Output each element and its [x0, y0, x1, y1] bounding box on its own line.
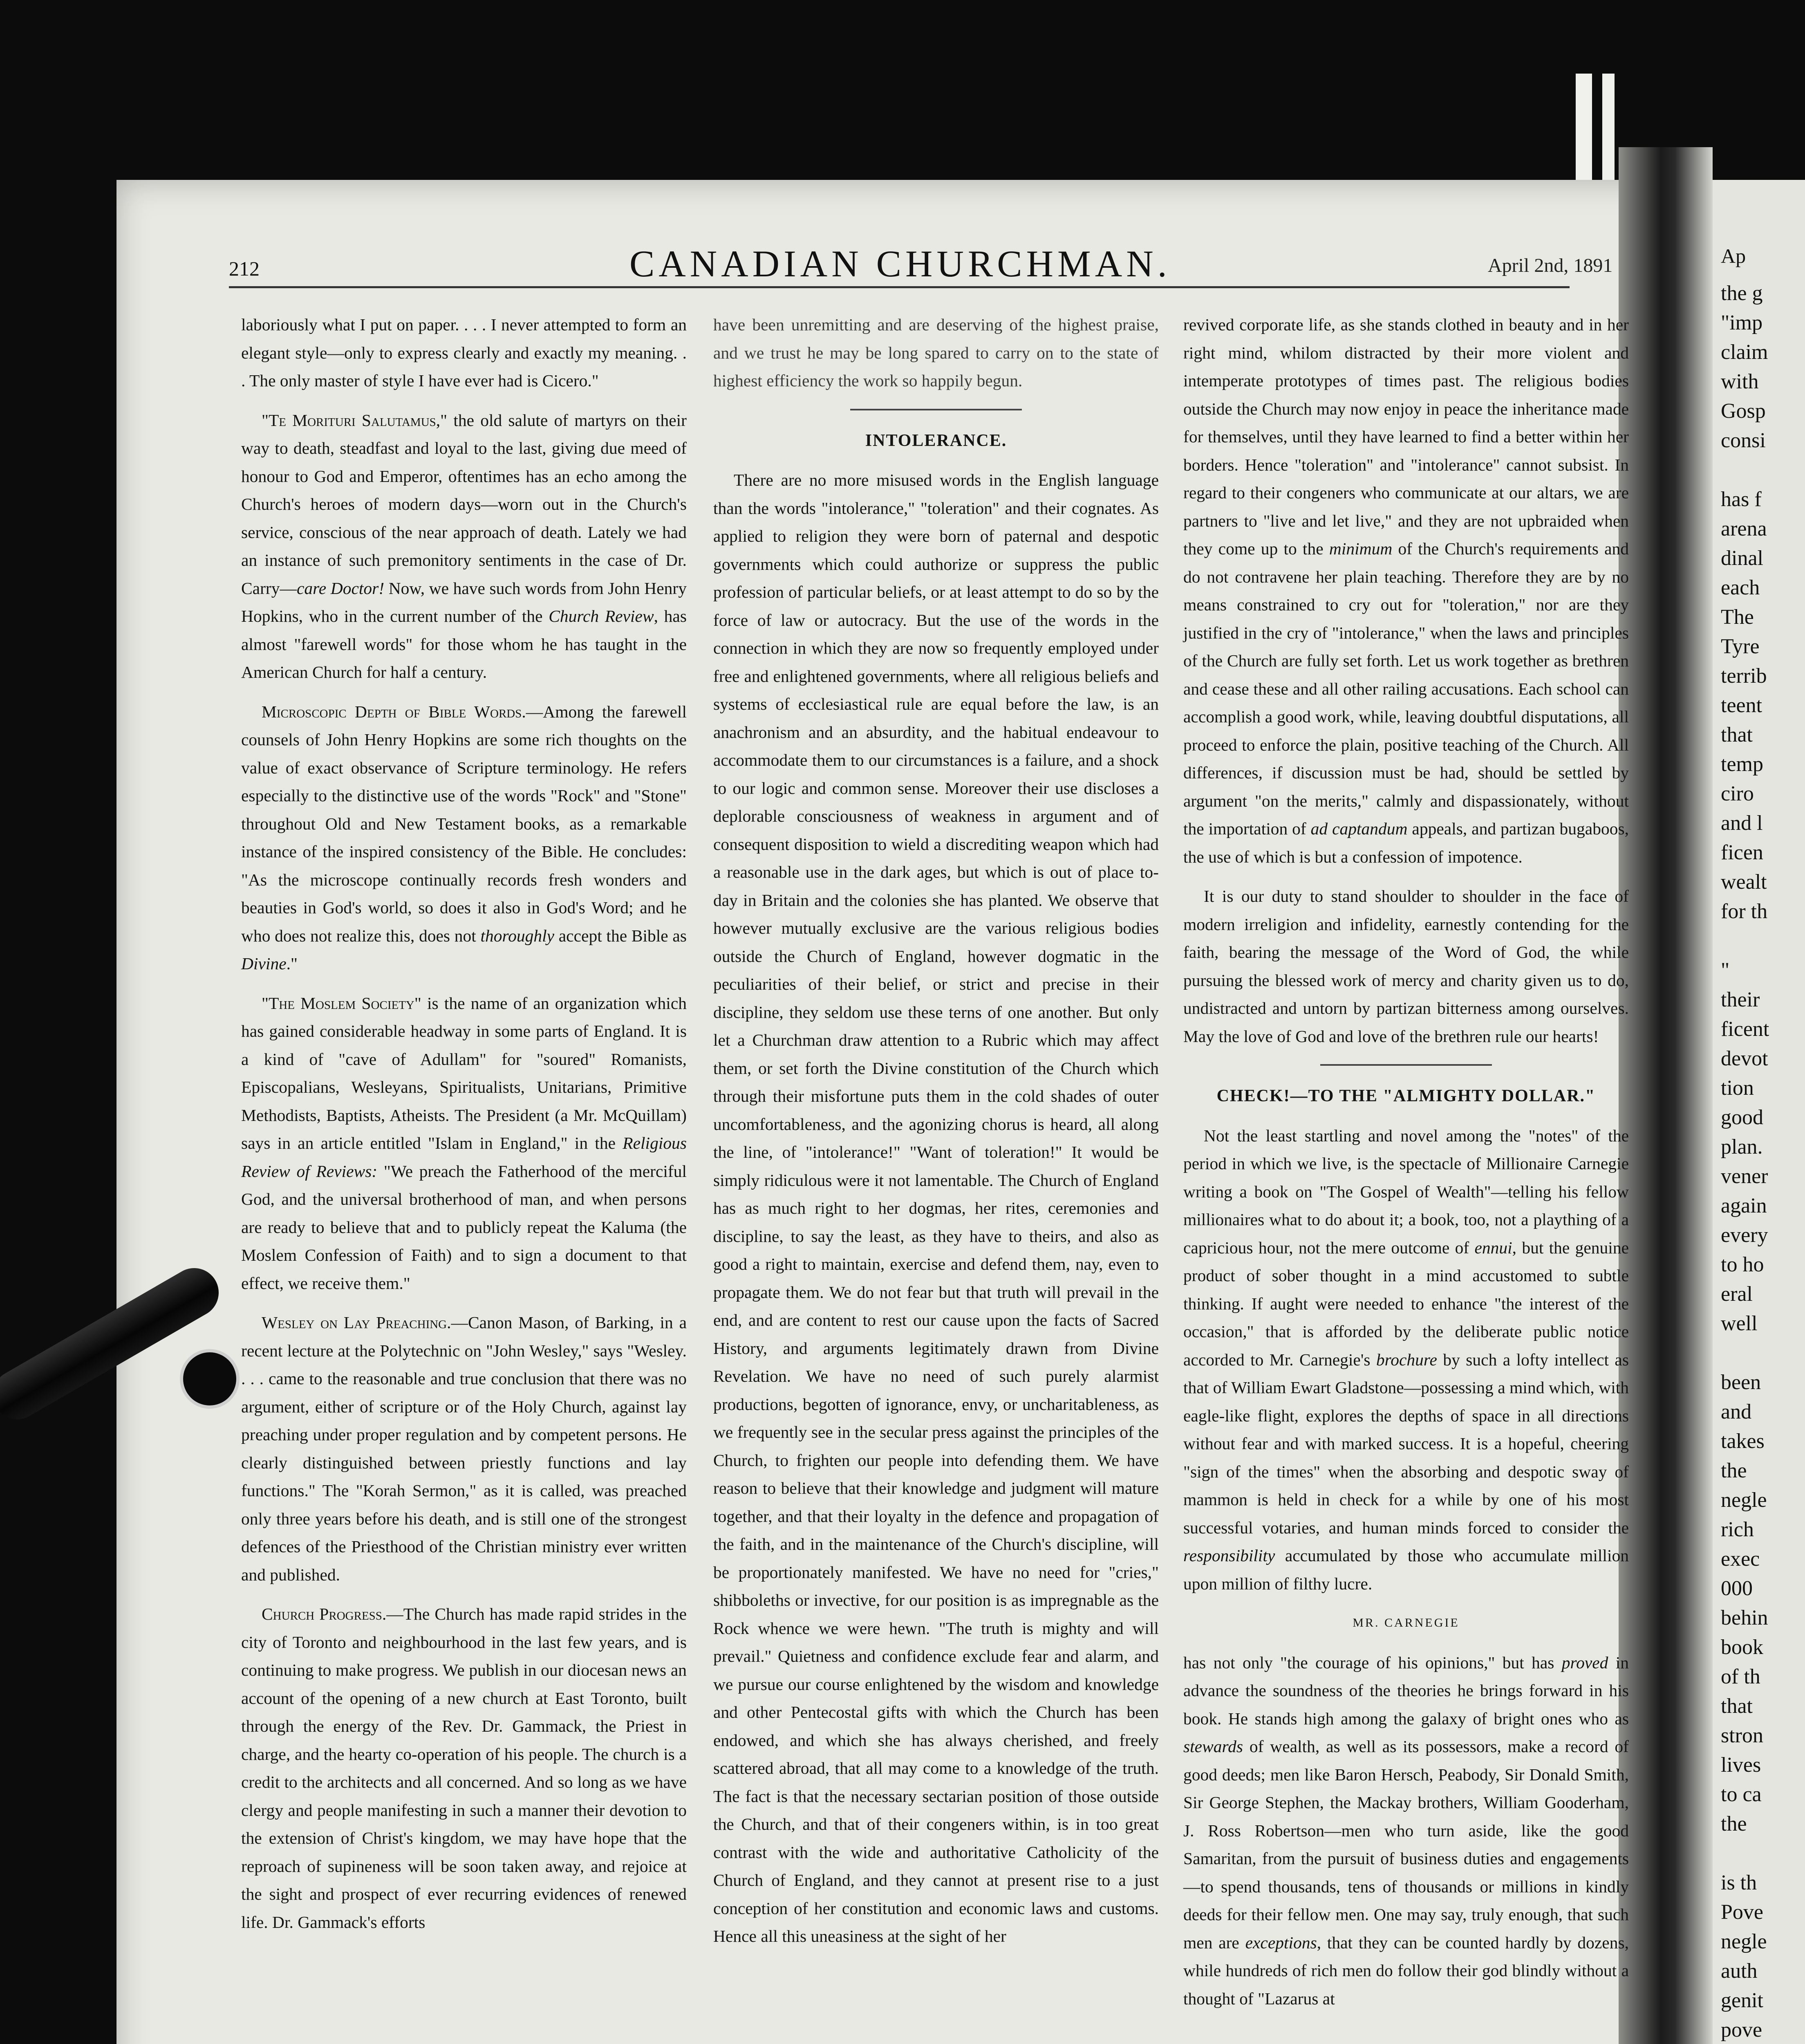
adjacent-page-line: each — [1721, 576, 1760, 599]
paragraph-te-morituri — [241, 406, 687, 686]
adjacent-page-line: that — [1721, 723, 1753, 746]
paragraph-intolerance-continued — [1183, 311, 1629, 871]
page-number: 212 — [229, 257, 260, 280]
book-gutter — [1619, 147, 1713, 2044]
text-courage-c: of wealth, as well as its possessors, make a record of good deeds; men like Baron Hersch, Peabody, Sir Donald Smith, Sir George Stephen, the Mackay brothers, William Gooderham, J. Ross Robertson—men who turn aside, like the good Samaritan, from the pursuit of business duties and engagements—to spend thousands, tens of thousands or millions in kindly deeds for their fellow men. One may say, truly enough, that such men are — [1183, 1737, 1629, 1952]
adjacent-page-line: has f — [1721, 488, 1762, 511]
adjacent-page-line: negle — [1721, 1488, 1767, 1512]
paragraph-wesley-lay-preaching — [241, 1309, 687, 1589]
adjacent-page-line: arena — [1721, 517, 1767, 540]
adjacent-page-line: to ho — [1721, 1253, 1764, 1276]
binding-bar-top-left — [1576, 74, 1592, 180]
text-microscopic-b: accept the Bible as — [554, 926, 687, 945]
adjacent-page-line: behin — [1721, 1606, 1768, 1629]
paragraph-intolerance: There are no more misused words in the English language than the words "intolerance," "toleration" and their cognates. As applied to religion they were born of paternal and despotic governments which could authorize or suppress the public profession of particular beliefs, or at least attempt to do so by the force of law or autocracy. But the use of the words in the connection in which they are now so frequently employed under free and enlightened governments, where all religious beliefs and systems of ecclesiastical rule are equal before the law, is an anachronism and an absurdity, and the habitual endeavour to accommodate them to our circumstances is a failure, and a shock to our logic and common sense. Moreover their use discloses a deplorable consciousness of weakness in argument and of consequent disposition to wield a discrediting weapon which had a reasonable use in the dark ages, but which is out of place to-day in Britain and the colonies she has planted. We observe that however mutually exclusive are the various religious bodies outside the Church of England, however dogmatic in the peculiarities of their belief, or strict and precise in their discipline, they seldom use these terns of one another. But only let a Churchman draw attention to a Rubric which may affect them, or set forth the Divine constitution of the Church which through their misfortune puts them in the cold shades of outer uncomfortableness, and the agonizing chorus is heard, all along the line, of "intolerance!" "Want of toleration!" It would be simply ridiculous were it not lamentable. The Church of England has as much right to her dogmas, her rites, ceremonies and discipline, to say the least, as they have to theirs, and also as good a right to maintain, exercise and defend them, nay, even to propagate them. We do not fear but that truth will prevail in the end, and are content to rest our cause upon the facts of Sacred History, and arguments legitimately drawn from Divine Revelation. We have no need of such purely alarmist productions, begotten of ignorance, envy, or uncharitableness, as we frequently see in the secular press against the principles of the Church, to frighten our people into defending them. We have reason to believe that their knowledge and judgment will mature together, and that their loyalty in the defence and propagation of the faith, and in the maintenance of the Church's discipline, will be proportionately manifested. We have no need for "cries," shibboleths or invective, for our position is as impregnable as the Rock whence we were hewn. "The truth is mighty and will prevail." Quietness and confidence exclude fear and alarm, and we pursue our course enlightened by the wisdom and knowledge and other Pentecostal gifts with which the Church has been endowed, and which she has always cherished, and freely scattered abroad, that all may come to a knowledge of the truth. The fact is that the necessary sectarian position of those outside the Church, and that of their congeners within, is in too great contrast with the wide and authoritative Catholicity of the Church of England, and they cannot at present rise to a just conception of her constitution and economic laws and customs. Hence all this uneasiness at the sight of her — [713, 471, 1159, 1945]
header-rule — [229, 286, 1570, 288]
adjacent-page-line — [1713, 1839, 1805, 1868]
lead-wesley: Wesley on Lay Preaching. — [262, 1313, 451, 1332]
adjacent-page-line: book — [1721, 1636, 1763, 1659]
issue-date: April 2nd, 1891 — [1488, 255, 1613, 276]
adjacent-page-line: the — [1721, 1812, 1747, 1836]
adjacent-page-line: to ca — [1721, 1783, 1762, 1806]
text-carnegie-d: accumulated by those who accumulate million upon million of filthy lucre. — [1183, 1546, 1629, 1593]
adjacent-page-line: pove — [1721, 2018, 1762, 2042]
text-carnegie-b: , but the genuine product of sober thought in a mind accustomed to subtle thinking. If aught were needed to enhance "the interest of the occasion," that is afforded by the deliberate public notice accorded to Mr. Carnegie's — [1183, 1238, 1629, 1369]
adjacent-page-line: wealt — [1721, 870, 1767, 894]
adjacent-page-line: consi — [1721, 429, 1766, 452]
text-carnegie: Not the least startling and novel among the "notes" of the period in which we live, is the spectacle of Millionaire Carnegie writing a book on "The Gospel of Wealth"—telling his fellow millionaires what to do about it; a book, too, not a plaything of a capricious hour, not the mere outcome of — [1183, 1126, 1629, 1257]
paragraph-shoulder-to-shoulder: It is our duty to stand shoulder to shoulder in the face of modern irreligion and infidelity, earnestly contending for the faith, bearing the message of the Word of God, the while pursuing the blessed work of mercy and charity given us to do, undistracted and untorn by partizan bitterness among ourselves. May the love of God and love of the brethren rule our hearts! — [1183, 887, 1629, 1046]
italic-minimum: minimum — [1329, 539, 1393, 558]
subhead-mr-carnegie: MR. CARNEGIE — [1353, 1616, 1460, 1629]
adjacent-page-line: rich — [1721, 1518, 1754, 1541]
column-1 — [241, 311, 687, 1948]
adjacent-page-line: takes — [1721, 1430, 1765, 1453]
adjacent-page-line: again — [1721, 1194, 1767, 1217]
text-moslem-society: is the name of an organization which has gained considerable headway in some parts of England. It is a kind of "cave of Adullam" for "soured" Romanists, Episcopalians, Wesleyans, Spiritualists, Unitarians, Primitive Methodists, Baptists, Atheists. The President (a Mr. McQuillam) says in an article entitled "Islam in England," in the — [241, 993, 687, 1152]
masthead-title: CANADIAN CHURCHMAN. — [629, 243, 1171, 285]
adjacent-page-line: been — [1721, 1371, 1761, 1394]
binding-bar-top-right — [1602, 74, 1615, 180]
adjacent-page-line: exec — [1721, 1547, 1760, 1571]
adjacent-page-line: auth — [1721, 1959, 1758, 1983]
italic-divine: Divine — [241, 954, 287, 973]
text-courage: has not only "the courage of his opinions," but has — [1183, 1653, 1562, 1672]
adjacent-page-line: 000 — [1721, 1577, 1753, 1600]
paragraph-carnegie-courage — [1183, 1649, 1629, 2013]
adjacent-page-line: Tyre — [1721, 635, 1760, 658]
adjacent-page-line: vener — [1721, 1165, 1768, 1188]
adjacent-page-line — [1713, 1338, 1805, 1368]
adjacent-page-line: the — [1721, 1459, 1747, 1482]
adjacent-page-line: tion — [1721, 1076, 1754, 1100]
adjacent-page-lines — [1713, 279, 1805, 2044]
italic-stewards: stewards — [1183, 1737, 1243, 1756]
headline-almighty-dollar: CHECK!—TO THE "ALMIGHTY DOLLAR." — [1216, 1087, 1596, 1105]
paragraph-microscopic-depth — [241, 698, 687, 978]
italic-exceptions: exceptions — [1245, 1933, 1317, 1952]
headline-intolerance: INTOLERANCE. — [865, 431, 1007, 450]
lead-microscopic-depth: Microscopic Depth of Bible Words. — [262, 702, 526, 721]
paragraph-col1-1: laboriously what I put on paper. . . . I never attempted to form an elegant style—only to express clearly and exactly my meaning. . . The only master of style I have ever had is Cicero." — [241, 315, 687, 390]
italic-thoroughly: thoroughly — [480, 926, 555, 945]
adjacent-page-line: ficent — [1721, 1018, 1769, 1041]
adjacent-page-line: the g — [1721, 282, 1763, 305]
adjacent-page-line: eral — [1721, 1282, 1753, 1306]
italic-proved: proved — [1561, 1653, 1608, 1672]
italic-care-doctor: care Doctor! — [297, 578, 385, 598]
italic-religious-review: Religious Review of Reviews: — [241, 1134, 687, 1181]
paragraph-carnegie-gospel — [1183, 1122, 1629, 1598]
text-intolerance-cont-c: appeals, and partizan bugaboos, the use of which is but a confession of impotence. — [1183, 819, 1629, 866]
italic-responsibility: responsibility — [1183, 1546, 1275, 1565]
column-2 — [713, 311, 1159, 1962]
adjacent-page-line: and — [1721, 1400, 1752, 1423]
text-te-morituri: the old salute of martyrs on their way to death, steadfast and loyal to the last, giving due meed of honour to God and Emperor, oftentimes has an echo among the Church's heroes of modern days—worn out in the Church's service, conscious of the near approach of death. Lately we had an instance of such premonitory sentiments in the case of Dr. Carry— — [241, 410, 687, 598]
lead-moslem-society: "The Moslem Society" — [262, 993, 421, 1013]
text-microscopic-c: ." — [286, 954, 298, 973]
adjacent-page-line: temp — [1721, 753, 1763, 776]
italic-church-review: Church Review — [549, 607, 654, 625]
adjacent-page-line: of th — [1721, 1665, 1760, 1688]
adjacent-page-line: teent — [1721, 694, 1762, 717]
adjacent-page-line: dinal — [1721, 547, 1763, 570]
text-courage-d: , that they can be counted hardly by dozens, while hundreds of rich men do follow their god blindly without a thought of "Lazarus at — [1183, 1933, 1629, 2008]
lead-te-morituri: "Te Morituri Salutamus," — [262, 410, 448, 430]
adjacent-page-header: Ap — [1721, 244, 1746, 267]
pen-cap — [180, 1349, 240, 1409]
adjacent-page-line: ciro — [1721, 782, 1754, 805]
adjacent-page-line: lives — [1721, 1753, 1761, 1777]
text-wesley: —Canon Mason, of Barking, in a recent lecture at the Polytechnic on "John Wesley," says "Wesley. . . . came to the reasonable and true conclusion that there was no argument, either of scripture or of the Holy Church, against lay preaching under proper regulation and by competent persons. He clearly distinguished between priestly functions and lay functions." The "Korah Sermon," as it is called, was preached only three years before his death, and is still one of the strongest defences of the Priesthood of the Christian ministry ever written and published. — [241, 1313, 687, 1584]
adjacent-page-line: "imp — [1721, 311, 1763, 334]
adjacent-page-line: genit — [1721, 1989, 1763, 2012]
text-te-morituri-b: Now, we have such words from John Henry Hopkins, who in the current number of the — [241, 578, 687, 625]
adjacent-page-line: Gosp — [1721, 399, 1766, 423]
adjacent-page-line: well — [1721, 1312, 1758, 1335]
adjacent-page-line: that — [1721, 1694, 1753, 1718]
adjacent-page-line: for th — [1721, 900, 1768, 923]
section-rule-2 — [1320, 1064, 1492, 1066]
adjacent-page-line: and l — [1721, 811, 1763, 835]
adjacent-page-line: devot — [1721, 1047, 1768, 1070]
section-rule — [850, 409, 1022, 410]
adjacent-page-line: plan. — [1721, 1135, 1763, 1159]
text-intolerance-cont-b: of the Church's requirements and do not contravene her plain teaching. Therefore they are by no means constrained to cry out for "toleration," nor are they justified in the cry of "intolerance," when the laws and principles of the Church are fully set forth. Let us work together as brethren and cease these and all other railing accusations. Each school can accomplish a good work, while, leaving doubtful disputations, all proceed to enforce the plain, positive teaching of the Church. All differences, if discussion must be had, should be settled by argument "on the merits," calmly and dispassionately, without the importation of — [1183, 539, 1629, 838]
italic-ad-captandum: ad captandum — [1310, 819, 1408, 838]
text-microscopic-depth: —Among the farewell counsels of John Henry Hopkins are some rich thoughts on the value of exact observance of Scripture terminology. He refers especially to the distinctive use of the words "Rock" and "Stone" throughout Old and New Testament books, as a remarkable instance of the inspired consistency of the Bible. He concludes: "As the microscope continually records fresh wonders and beauties in God's world, so does it also in God's Word; and he who does not realize this, does not — [241, 702, 687, 945]
paragraph-church-progress — [241, 1600, 687, 1936]
adjacent-page-line: good — [1721, 1106, 1763, 1129]
lead-church-progress: Church Progress. — [262, 1605, 387, 1623]
adjacent-page-line: negle — [1721, 1930, 1767, 1953]
adjacent-page-line: claim — [1721, 341, 1768, 364]
adjacent-page-line: is th — [1721, 1871, 1757, 1894]
text-carnegie-c: by such a lofty intellect as that of William Ewart Gladstone—possessing a mind which, with eagle-like flight, explores the depths of space in all directions without fear and with marked success. It is a hopeful, cheering "sign of the times" when the absorbing and despotic sway of mammon is held in check for a while by one of his most successful votaries, and human minds forced to consider the — [1183, 1350, 1629, 1537]
paragraph-moslem-society — [241, 989, 687, 1298]
text-intolerance-cont: revived corporate life, as she stands clothed in beauty and in her right mind, whilom distracted by their more violent and intemperate prototypes of times past. The religious bodies outside the Church may now enjoy in peace the inheritance made for themselves, until they have learned to find a better within her borders. Hence "toleration" and "intolerance" cannot subsist. In regard to their congeners who communicate at our altars, we are partners to "live and let live," and they are not upbraided when they come up to the — [1183, 315, 1629, 558]
adjacent-page-line: Pove — [1721, 1901, 1763, 1924]
adjacent-page-line: terrib — [1721, 664, 1767, 688]
text-courage-b: in advance the soundness of the theories he brings forward in his book. He stands high among the galaxy of bright ones who as — [1183, 1653, 1629, 1728]
paragraph-col2-continuation: have been unremitting and are deserving of the highest praise, and we trust he may be long spared to carry on to the state of highest efficiency the work so happily begun. — [713, 315, 1159, 390]
adjacent-page-fragment — [1713, 180, 1805, 2044]
italic-ennui: ennui — [1474, 1238, 1512, 1257]
column-3 — [1183, 311, 1629, 2024]
text-moslem-society-b: "We preach the Fatherhood of the merciful God, and the universal brotherhood of man, and when persons are ready to believe that and to publicly repeat the Kaluma (the Moslem Confession of Faith) and to sign a document to that effect, we receive them." — [241, 1161, 687, 1293]
adjacent-page-line — [1713, 455, 1805, 485]
adjacent-page-line: stron — [1721, 1724, 1763, 1747]
adjacent-page-line: their — [1721, 988, 1760, 1011]
adjacent-page-line: " — [1721, 959, 1730, 982]
adjacent-page-line — [1713, 926, 1805, 956]
adjacent-page-line: ficen — [1721, 841, 1763, 864]
adjacent-page-line: every — [1721, 1224, 1768, 1247]
text-church-progress: —The Church has made rapid strides in the city of Toronto and neighbourhood in the last few years, and is continuing to make progress. We publish in our diocesan news an account of the opening of a new church at East Toronto, built through the energy of the Rev. Dr. Gammack, the Priest in charge, and the hearty co-operation of his people. The church is a credit to the architects and all concerned. And so long as we have clergy and people manifesting in such a manner their devotion to the extension of Christ's kingdom, we may have hope that the reproach of supineness will be soon taken away, and rejoice at the sight and prospect of ever recurring evidences of renewed life. Dr. Gammack's efforts — [241, 1605, 687, 1932]
italic-brochure: brochure — [1376, 1350, 1437, 1369]
text-te-morituri-c: , has almost "farewell words" for those whom he has taught in the American Church for half a century. — [241, 607, 687, 681]
adjacent-page-line: with — [1721, 370, 1759, 393]
adjacent-page-line: The — [1721, 605, 1754, 629]
